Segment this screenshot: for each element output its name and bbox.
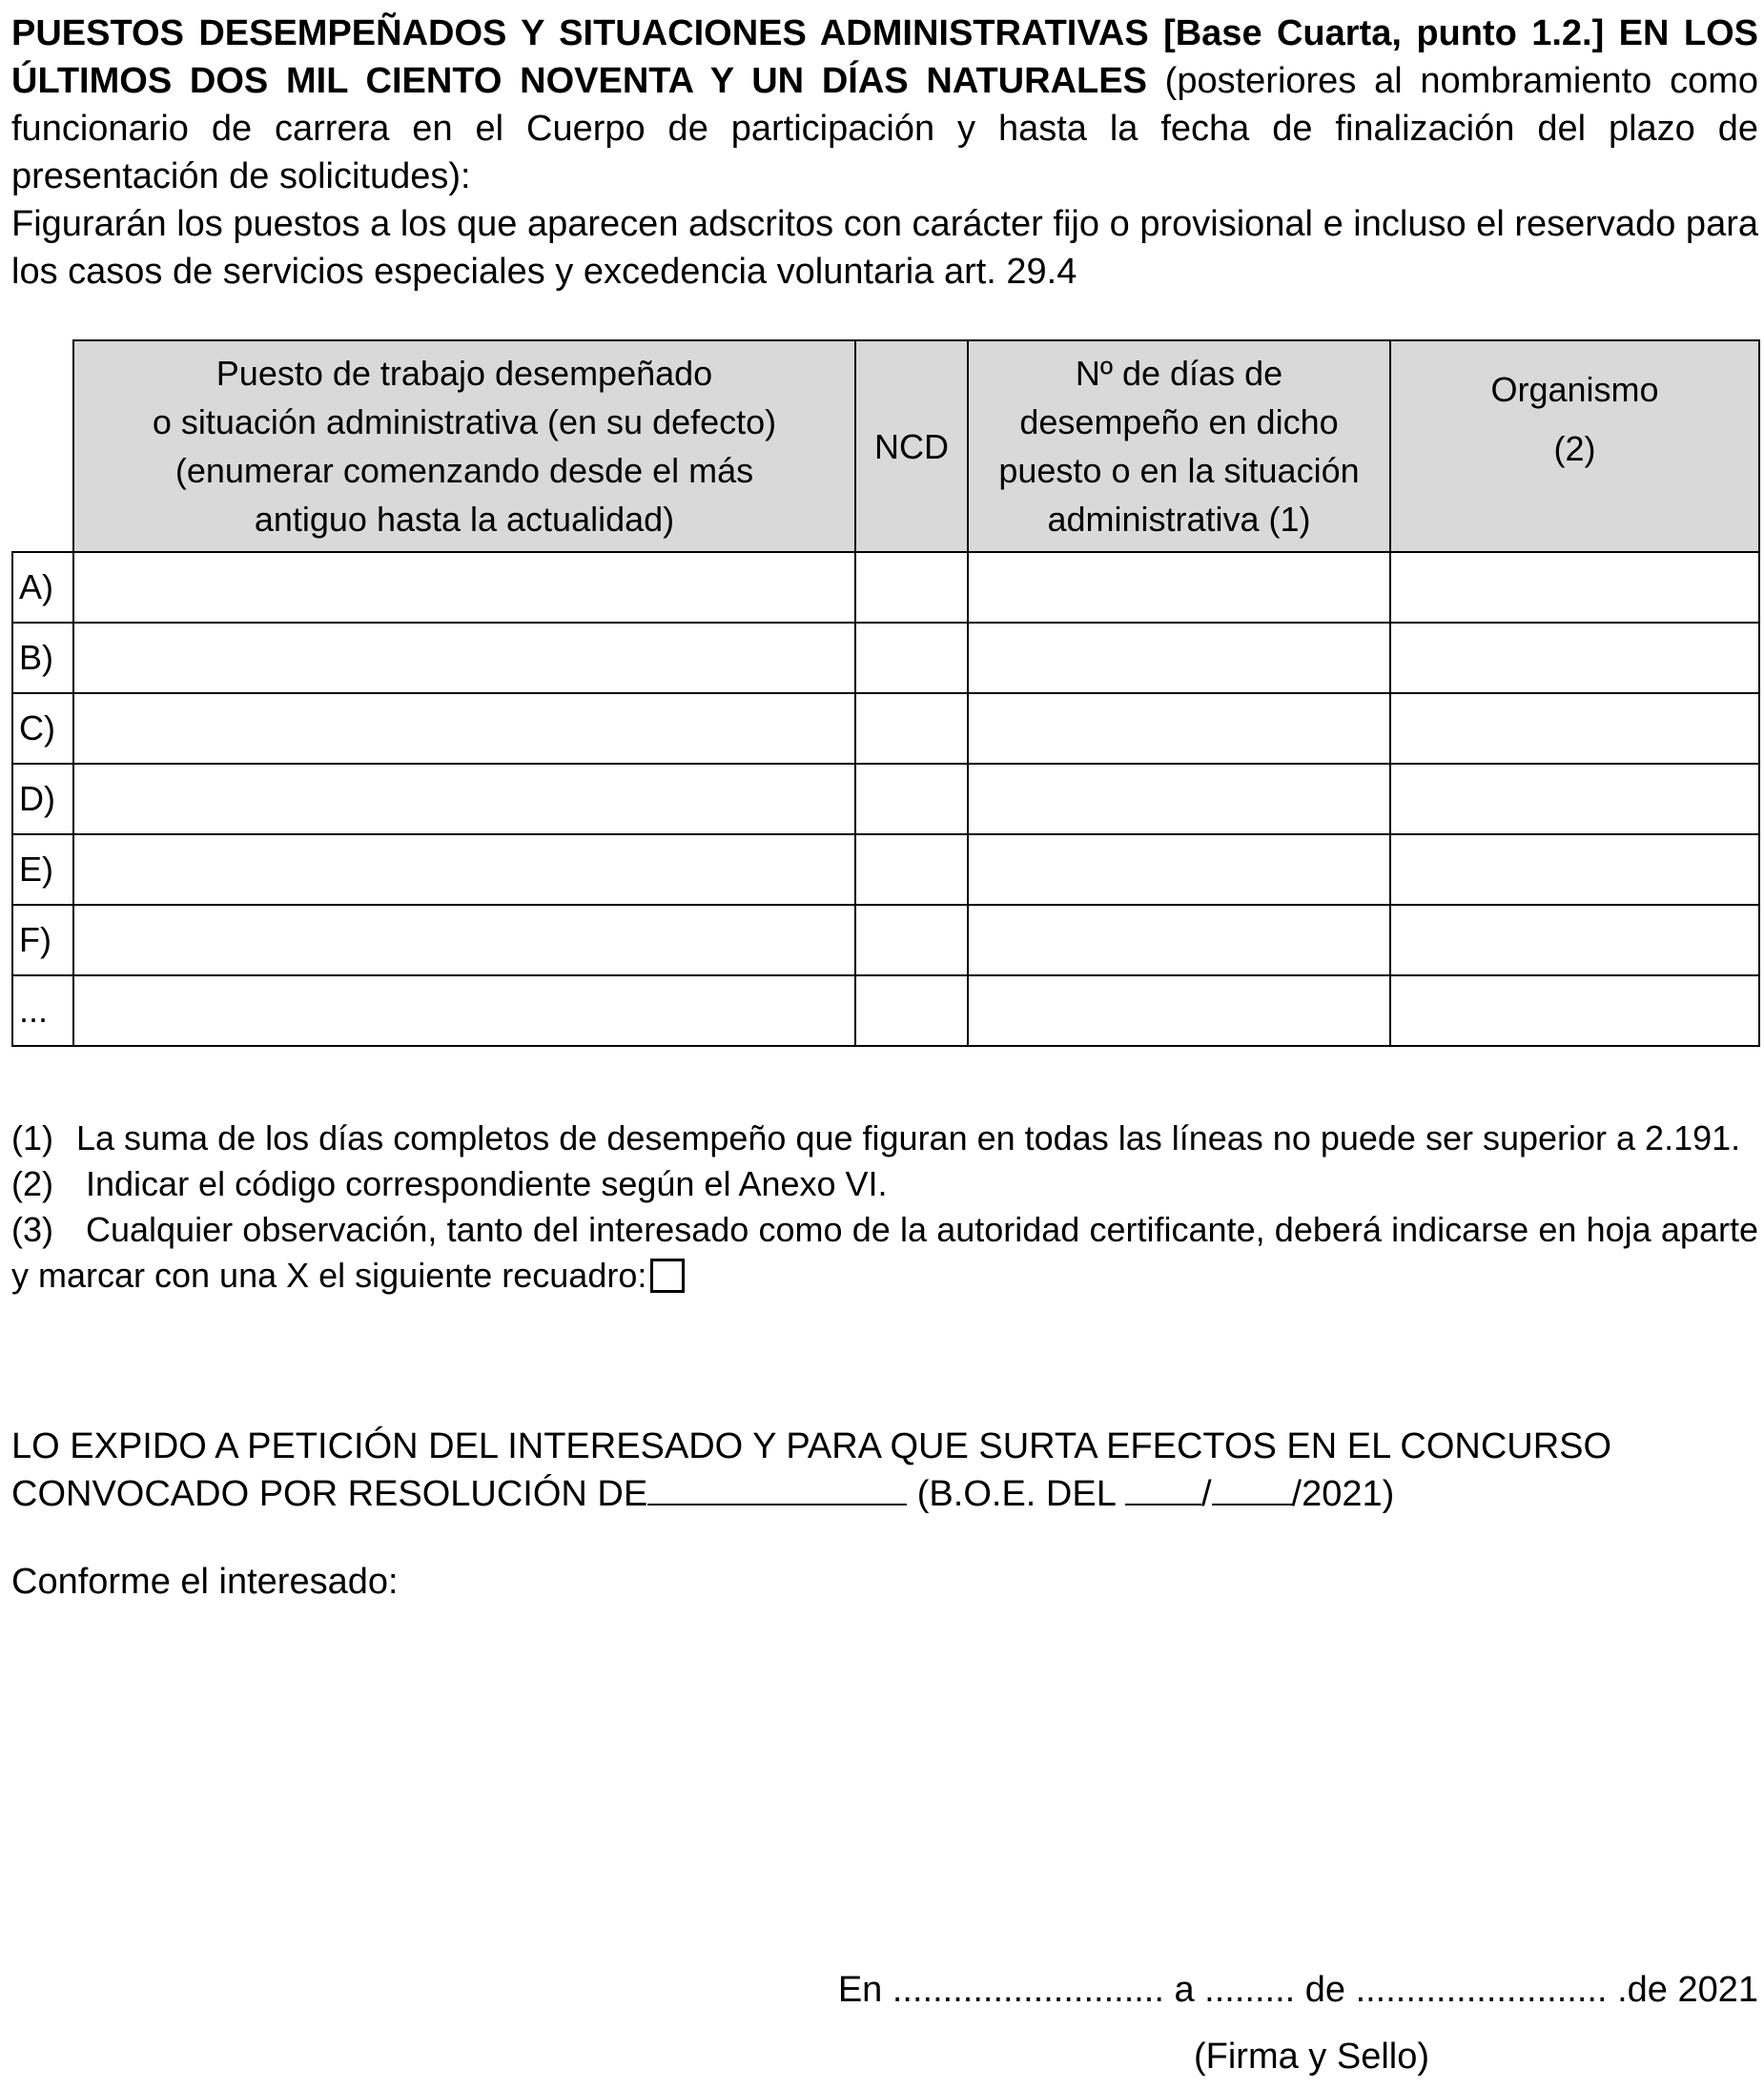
intro-title-bold: PUESTOS DESEMPEÑADOS Y SITUACIONES ADMINISTRATIVAS [Base Cuarta, punto 1.2.] EN LOS ÚLTIMOS DOS MIL CIENTO NOVENTA Y UN DÍAS NATURALES (11, 13, 1758, 101)
row-label: E) (12, 834, 73, 905)
footnote-text: Indicar el código correspondiente según el Anexo VI. (86, 1164, 888, 1203)
footnote-number: (2) (11, 1164, 53, 1203)
cell-dias[interactable] (968, 693, 1390, 764)
cell-dias[interactable] (968, 623, 1390, 693)
row-label: B) (12, 623, 73, 693)
table-row (12, 834, 1759, 905)
cell-puesto[interactable] (73, 975, 855, 1046)
cell-ncd[interactable] (855, 975, 968, 1046)
expido-line-2 (11, 1470, 1758, 1518)
row-label: D) (12, 764, 73, 834)
table-row (12, 975, 1759, 1046)
cell-puesto[interactable] (73, 693, 855, 764)
boe-day-field[interactable] (1125, 1471, 1201, 1505)
cell-dias[interactable] (968, 764, 1390, 834)
observation-checkbox[interactable] (650, 1259, 685, 1293)
cell-organismo[interactable] (1390, 975, 1759, 1046)
cell-puesto[interactable] (73, 623, 855, 693)
expido-year: /2021) (1291, 1474, 1395, 1514)
cell-ncd[interactable] (855, 764, 968, 834)
cell-puesto[interactable] (73, 905, 855, 975)
cell-ncd[interactable] (855, 623, 968, 693)
row-label: F) (12, 905, 73, 975)
expido-boe: (B.O.E. DEL (907, 1474, 1125, 1514)
table-row (12, 693, 1759, 764)
footnote-text: La suma de los días completos de desempeño que figuran en todas las líneas no puede ser superior a 2.191. (76, 1118, 1741, 1157)
cell-puesto[interactable] (73, 552, 855, 623)
cell-dias[interactable] (968, 834, 1390, 905)
expido-slash: / (1200, 1474, 1212, 1514)
header-organismo: Organismo (2) (1390, 340, 1759, 552)
boe-month-field[interactable] (1212, 1471, 1292, 1505)
cell-dias[interactable] (968, 975, 1390, 1046)
conforme-label: Conforme el interesado: (11, 1562, 399, 1602)
table-row (12, 623, 1759, 693)
document-page (11, 10, 1758, 2077)
cell-ncd[interactable] (855, 552, 968, 623)
cell-dias[interactable] (968, 552, 1390, 623)
table-row (12, 764, 1759, 834)
footnote-1 (11, 1116, 1758, 1161)
row-label: C) (12, 693, 73, 764)
row-label: ... (12, 975, 73, 1046)
positions-table (11, 339, 1760, 1047)
cell-organismo[interactable] (1390, 552, 1759, 623)
cell-ncd[interactable] (855, 834, 968, 905)
expido-section (11, 1423, 1758, 1518)
table-row (12, 905, 1759, 975)
cell-dias[interactable] (968, 905, 1390, 975)
expido-convocado: CONVOCADO POR RESOLUCIÓN DE (11, 1474, 648, 1514)
footnote-text: Cualquier observación, tanto del interesado como de la autoridad certificante, deberá indicarse en hoja aparte y marcar con una X el siguiente recuadro: (11, 1210, 1758, 1295)
table-row (12, 552, 1759, 623)
intro-title (11, 10, 1758, 200)
firma-label: (Firma y Sello) (1194, 2037, 1430, 2077)
row-label: A) (12, 552, 73, 623)
cell-organismo[interactable] (1390, 834, 1759, 905)
place-date-line: En ........................... a ......... de ......................... .de 2021 (837, 1970, 1758, 2010)
footnote-2 (11, 1161, 1758, 1207)
footnote-3 (11, 1207, 1758, 1299)
table-header-row (12, 340, 1759, 552)
header-puesto: Puesto de trabajo desempeñado o situación administrativa (en su defecto) (enumerar comenzando desde el más antiguo hasta la actualidad) (73, 340, 855, 552)
resolucion-date-field[interactable] (647, 1471, 907, 1505)
intro-title-rest: (posteriores al nombramiento como funcionario de carrera en el Cuerpo de participación y hasta la fecha de finalización del plazo de presentación de solicitudes): (11, 61, 1758, 196)
footnote-number: (3) (11, 1210, 53, 1249)
cell-ncd[interactable] (855, 905, 968, 975)
intro-paragraph: Figurarán los puestos a los que aparecen adscritos con carácter fijo o provisional e incluso el reservado para los casos de servicios especiales y excedencia voluntaria art. 29.4 (11, 204, 1758, 292)
expido-line-1: LO EXPIDO A PETICIÓN DEL INTERESADO Y PARA QUE SURTA EFECTOS EN EL CONCURSO (11, 1426, 1612, 1466)
cell-puesto[interactable] (73, 764, 855, 834)
cell-organismo[interactable] (1390, 623, 1759, 693)
cell-organismo[interactable] (1390, 905, 1759, 975)
cell-organismo[interactable] (1390, 693, 1759, 764)
header-ncd: NCD (855, 340, 968, 552)
cell-puesto[interactable] (73, 834, 855, 905)
intro-section (11, 10, 1758, 296)
footnotes (11, 1116, 1758, 1299)
header-dias: Nº de días de desempeño en dicho puesto o en la situación administrativa (1) (968, 340, 1390, 552)
header-corner (12, 340, 73, 552)
footnote-number: (1) (11, 1118, 53, 1157)
cell-ncd[interactable] (855, 693, 968, 764)
cell-organismo[interactable] (1390, 764, 1759, 834)
